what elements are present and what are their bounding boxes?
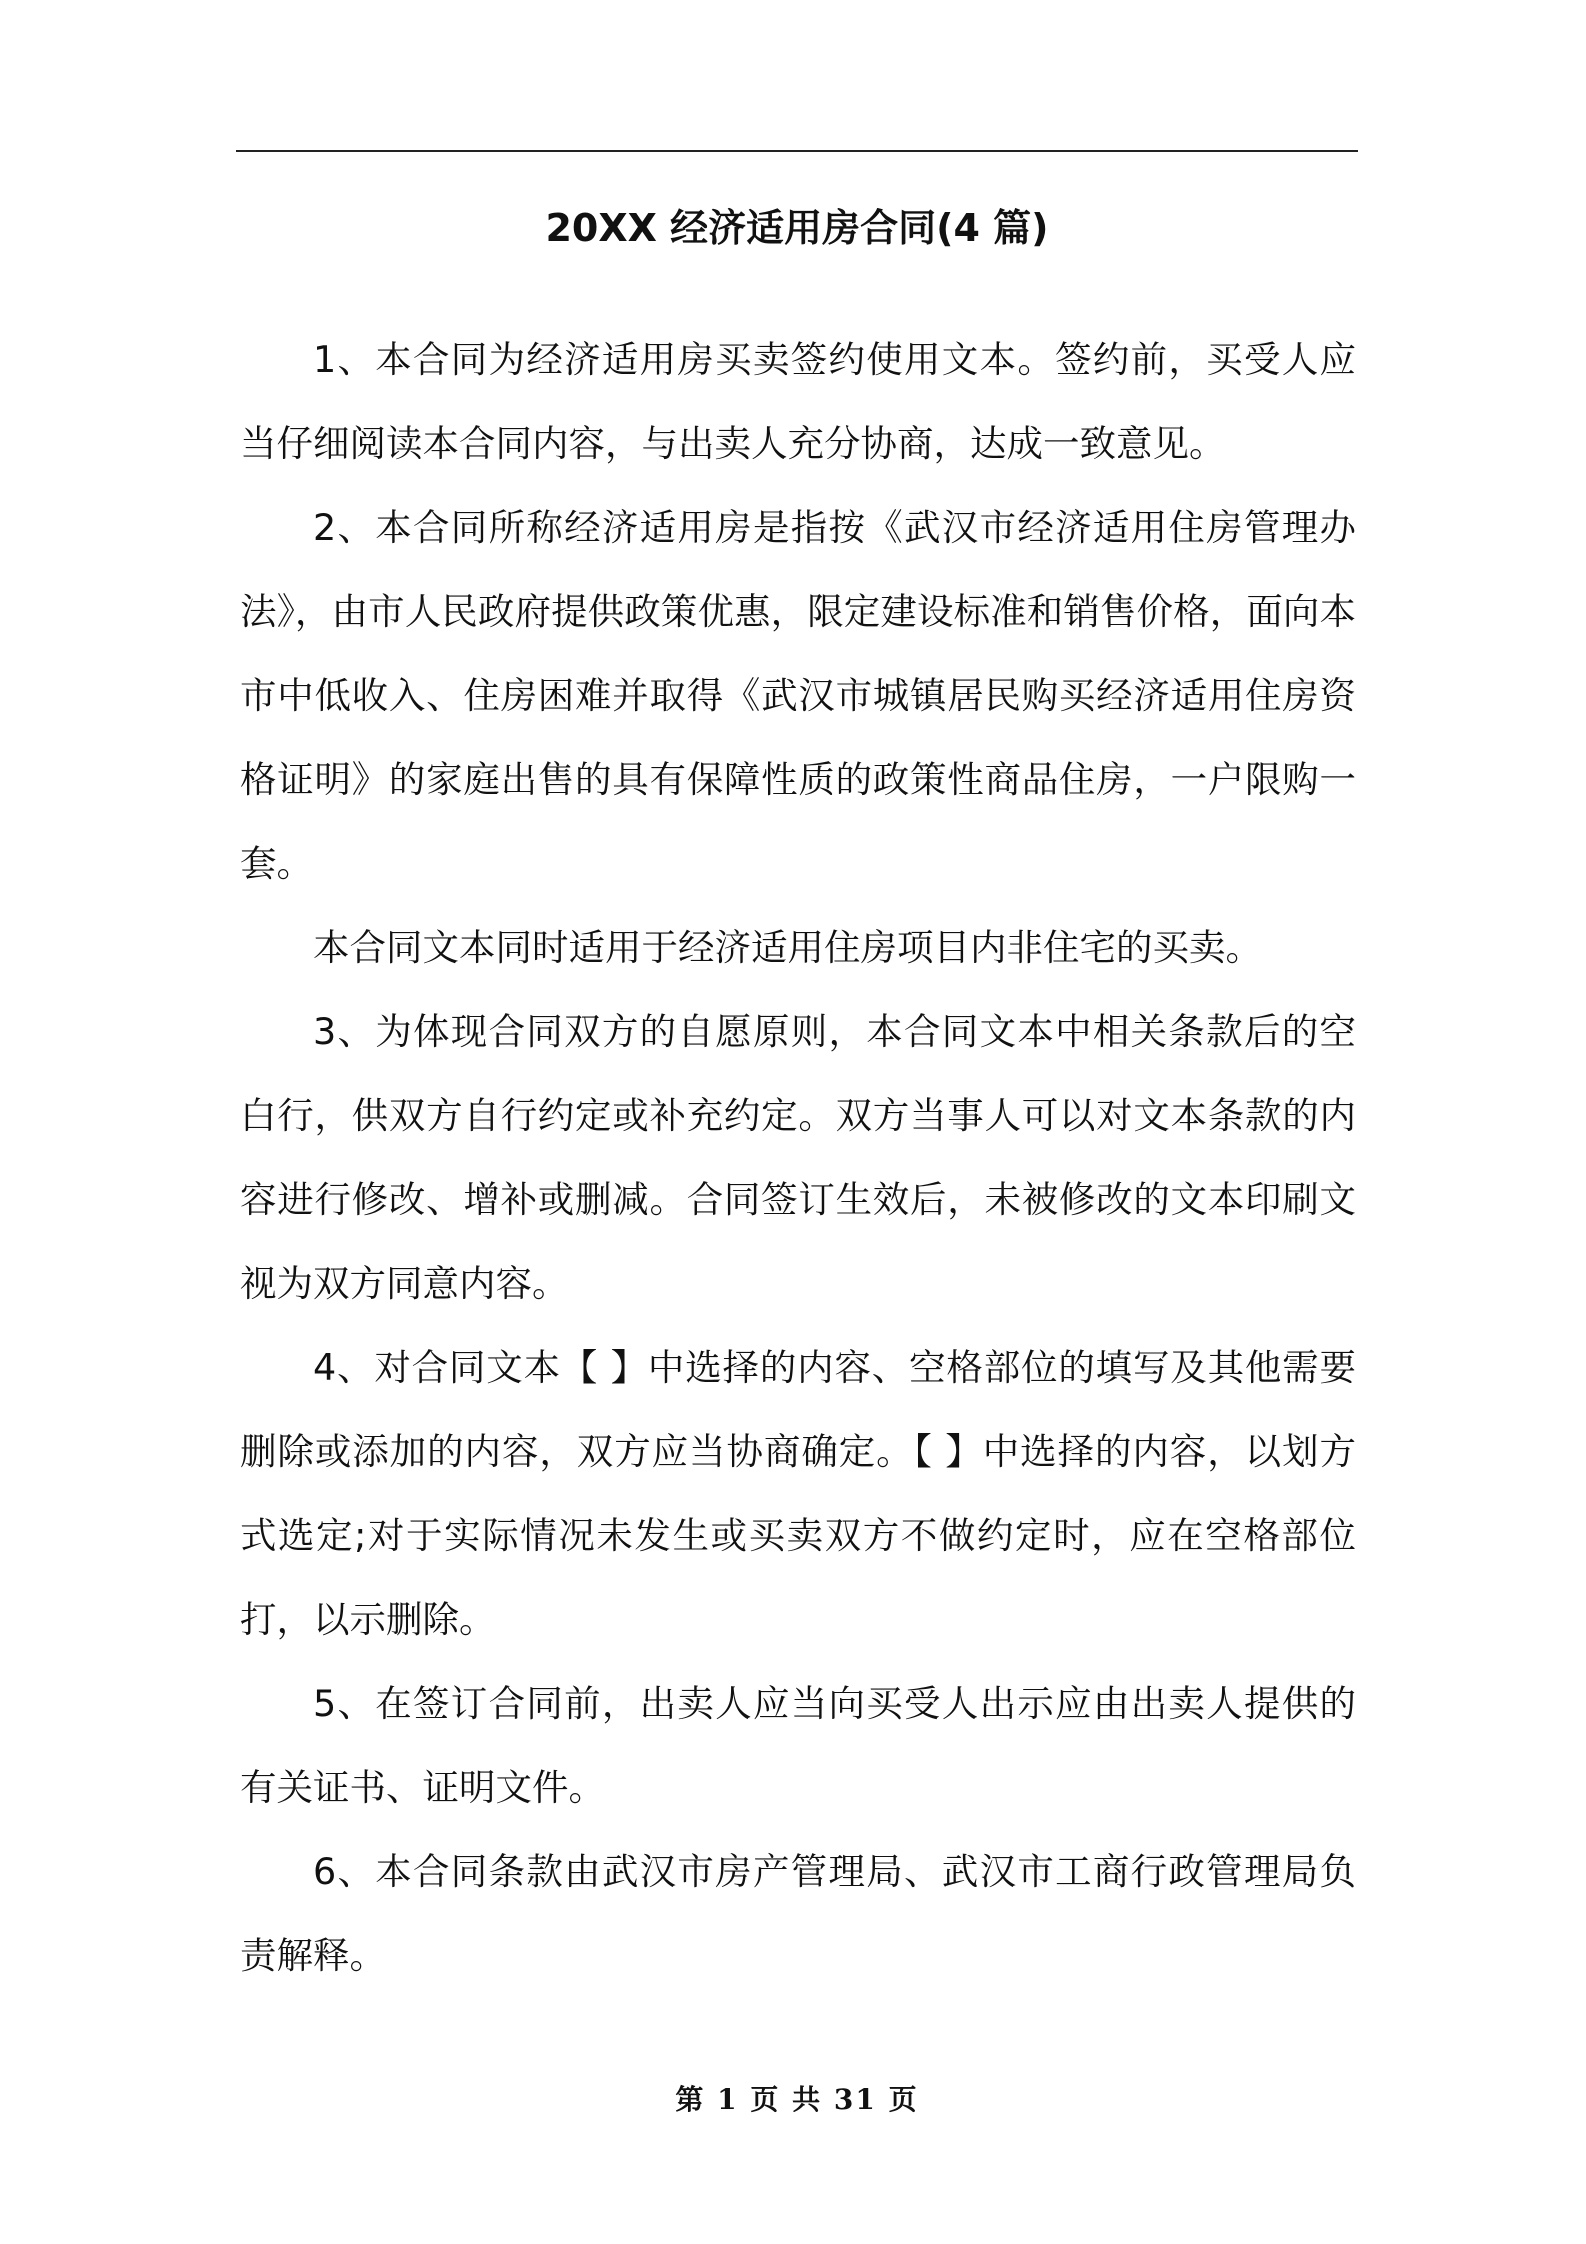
paragraph-6: 6、本合同条款由武汉市房产管理局、武汉市工商行政管理局负责解释。 xyxy=(240,1850,1356,1977)
document-title: 20XX 经济适用房合同(4 篇) xyxy=(545,206,1049,250)
paragraph-3: 3、为体现合同双方的自愿原则，本合同文本中相关条款后的空白行，供双方自行约定或补充约定。双方当事人可以对文本条款的内容进行修改、增补或删减。合同签订生效后，未被修改的文本印刷文视为双方同意内容。 xyxy=(240,1010,1356,1305)
paragraph-1: 1、本合同为经济适用房买卖签约使用文本。签约前，买受人应当仔细阅读本合同内容，与出卖人充分协商，达成一致意见。 xyxy=(240,338,1356,465)
page-number-footer: 第 1 页 共 31 页 xyxy=(675,2083,919,2116)
paragraph-2: 2、本合同所称经济适用房是指按《武汉市经济适用住房管理办法》，由市人民政府提供政策优惠，限定建设标准和销售价格，面向本市中低收入、住房困难并取得《武汉市城镇居民购买经济适用住房资格证明》的家庭出售的具有保障性质的政策性商品住房，一户限购一套。 xyxy=(240,506,1356,885)
header-rule xyxy=(236,150,1358,152)
paragraph-4: 4、对合同文本【 】中选择的内容、空格部位的填写及其他需要删除或添加的内容，双方应当协商确定。【 】中选择的内容，以划方式选定;对于实际情况未发生或买卖双方不做约定时，应在空格部位打，以示删除。 xyxy=(240,1346,1356,1641)
paragraph-note: 本合同文本同时适用于经济适用住房项目内非住宅的买卖。 xyxy=(313,926,1262,969)
document-body xyxy=(240,318,1356,1998)
paragraph-5: 5、在签订合同前，出卖人应当向买受人出示应由出卖人提供的有关证书、证明文件。 xyxy=(240,1682,1356,1809)
